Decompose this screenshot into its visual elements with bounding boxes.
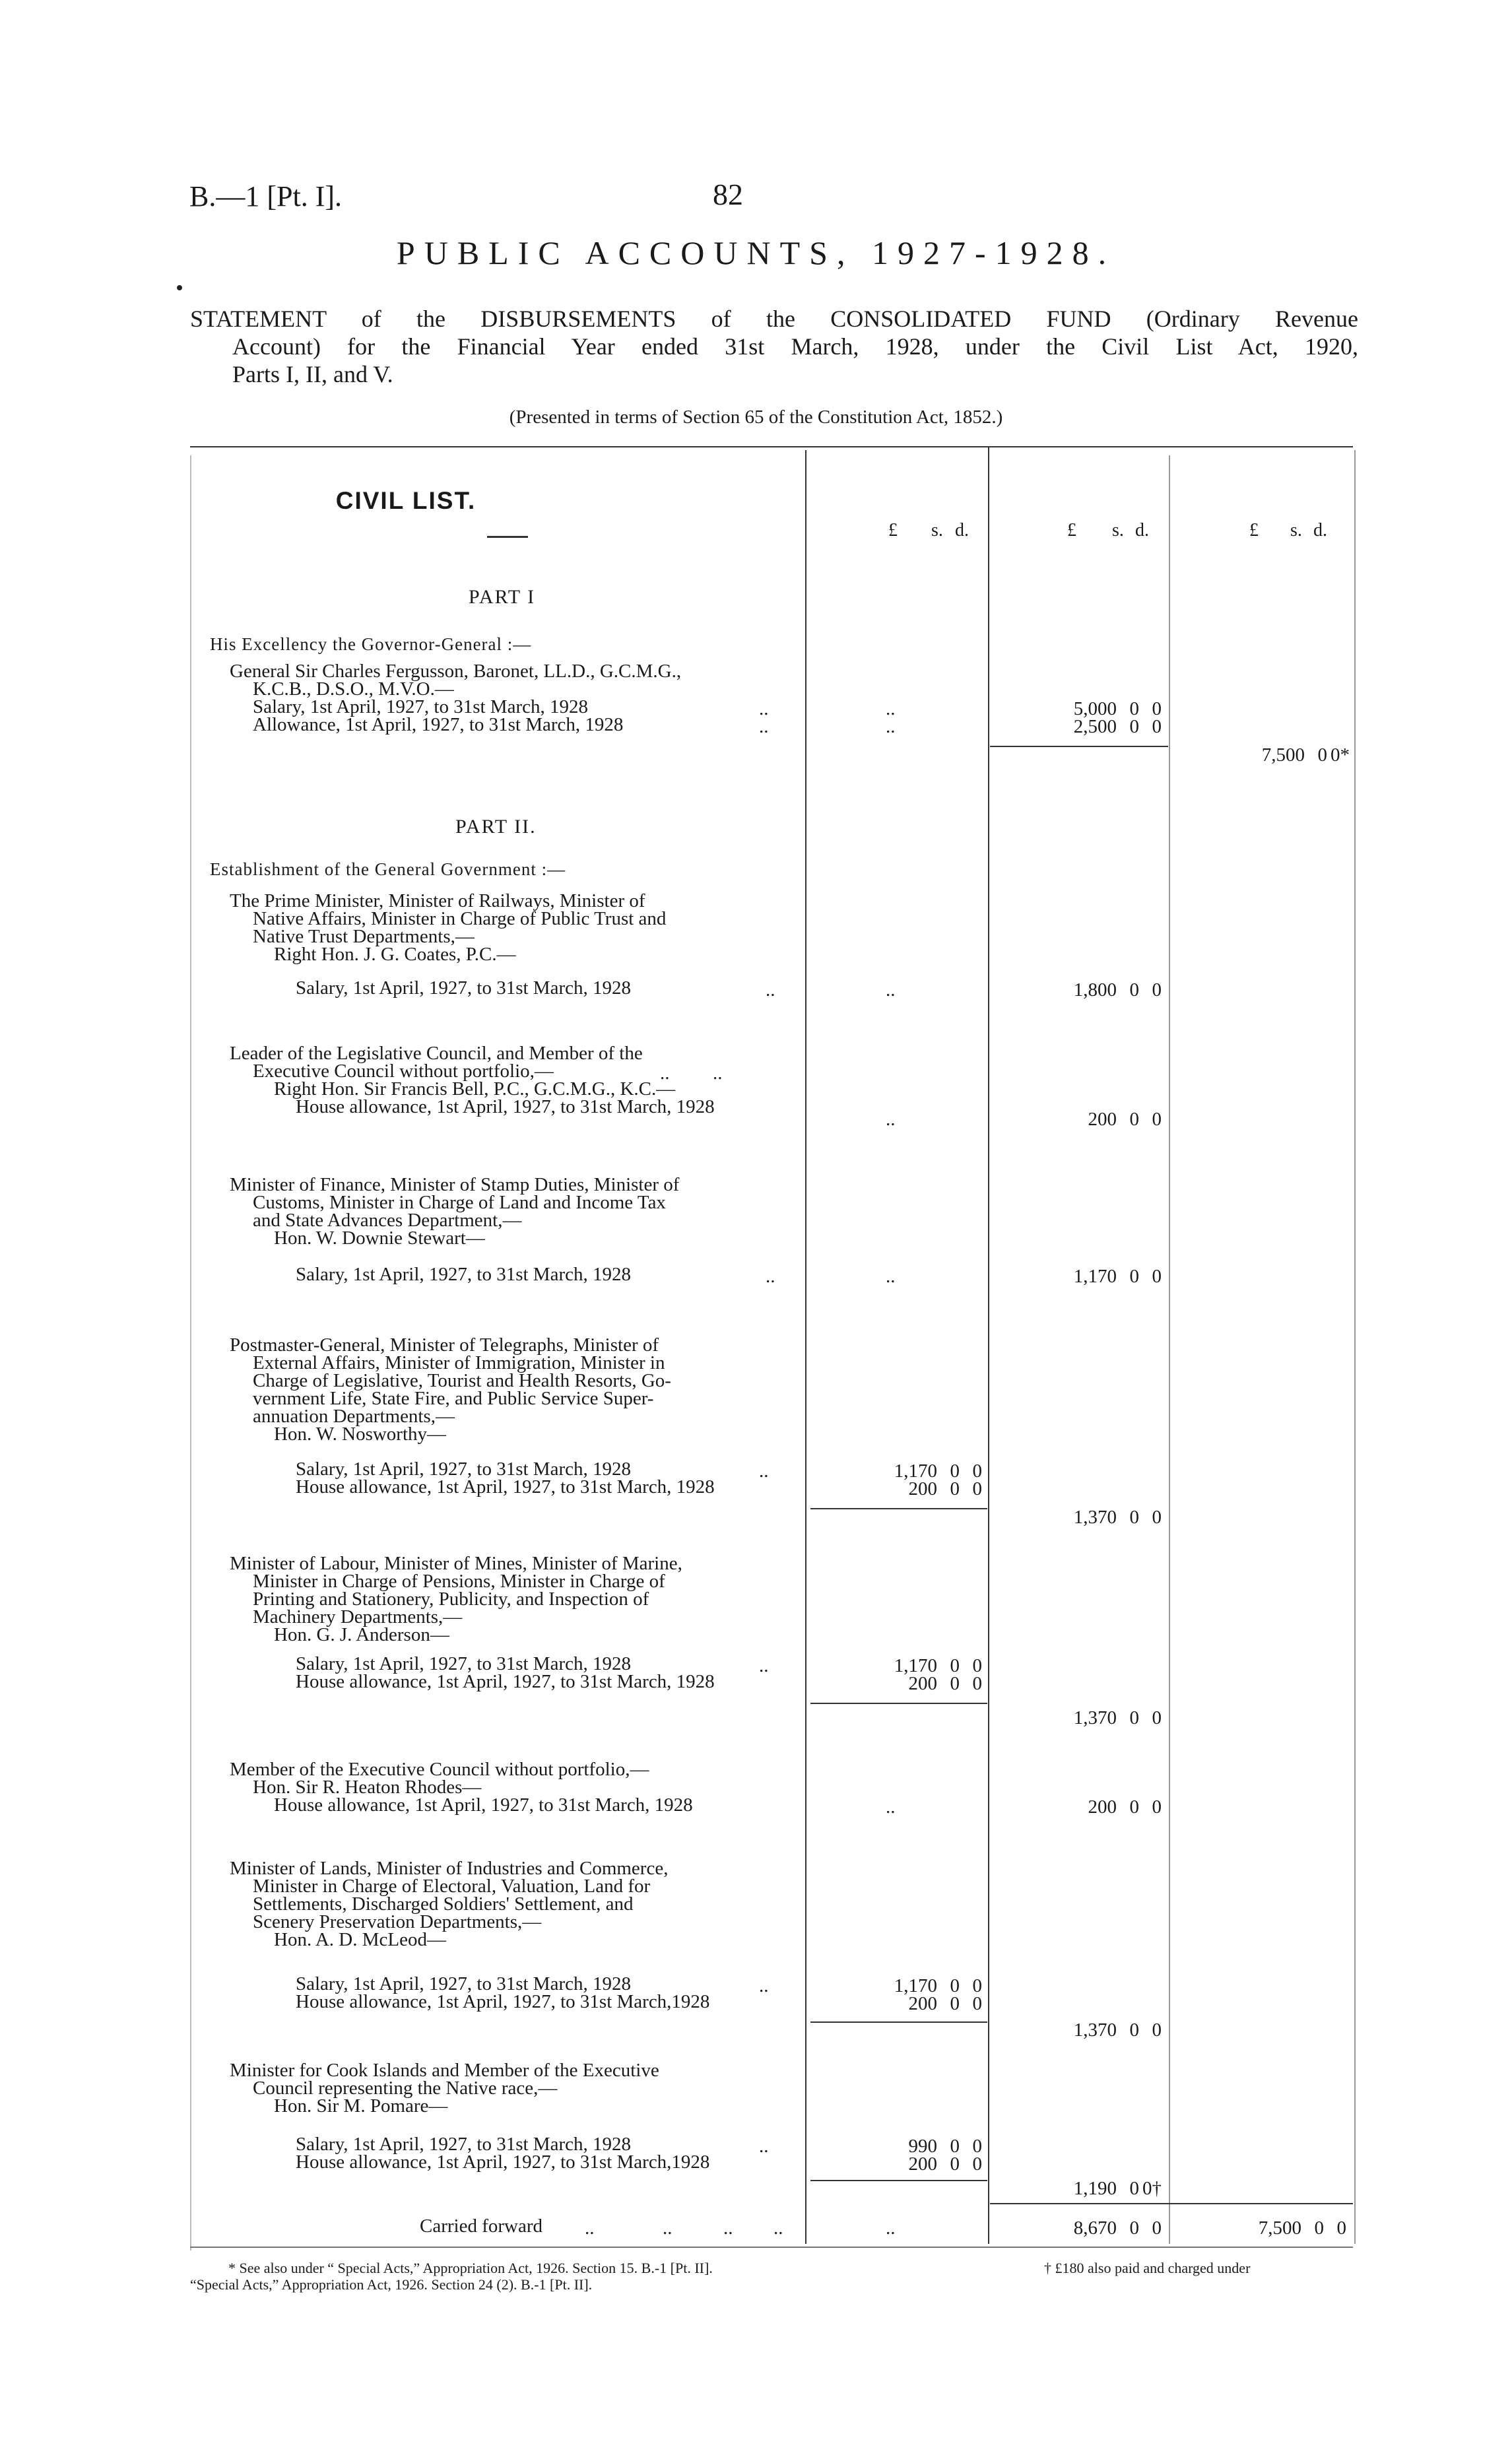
entry-line: House allowance, 1st April, 1927, to 31st March, 1928 (296, 1671, 715, 1692)
leader-dots: .. (723, 2217, 733, 2239)
amount-total: 1,370 0 0 (1073, 2020, 1162, 2041)
entry-line: Hon. W. Nosworthy— (274, 1424, 447, 1445)
leader-dots: .. (759, 1655, 769, 1676)
leader-dots: .. (660, 1063, 670, 1084)
entry-line: Salary, 1st April, 1927, to 31st March, 1928 (296, 1653, 631, 1674)
subtotal-rule (990, 746, 1168, 747)
leader-dots: .. (766, 979, 775, 1001)
carried-forward-top-rule (990, 2203, 1353, 2204)
amount-house-allowance: 200 0 0 (908, 1478, 982, 1499)
entry-line: Settlements, Discharged Soldiers' Settlement, and (253, 1893, 634, 1915)
col2-shillings-heading: s. (1112, 520, 1124, 541)
col1-pound-heading: £ (888, 520, 898, 541)
entry-line: Salary, 1st April, 1927, to 31st March, 1928 (296, 977, 631, 999)
entry-line: Machinery Departments,— (253, 1606, 463, 1627)
entry-line: annuation Departments,— (253, 1406, 455, 1427)
entry-line: House allowance, 1st April, 1927, to 31st March, 1928 (296, 1096, 715, 1117)
part-2-label: PART II. (455, 816, 537, 837)
carried-forward-col2: 8,670 0 0 (1073, 2217, 1162, 2239)
leader-dots: .. (759, 716, 769, 737)
leader-dots: .. (886, 716, 896, 737)
total-part-1: 7,500 0 0* (1261, 744, 1350, 766)
amount-salary: 990 0 0 (908, 2136, 982, 2157)
footnote-dagger: † £180 also paid and charged under (1044, 2260, 1251, 2276)
heading-dash (487, 536, 528, 538)
entry-line: Allowance, 1st April, 1927, to 31st March, 1928 (253, 714, 624, 735)
part-1-label: PART I (469, 586, 536, 608)
col3-shillings-heading: s. (1290, 520, 1302, 541)
leader-dots: .. (886, 1109, 896, 1130)
entry-line: Salary, 1st April, 1927, to 31st March, 1928 (253, 696, 588, 717)
leader-dots: .. (886, 1266, 896, 1287)
entry-line: Minister for Cook Islands and Member of the Executive (230, 2060, 659, 2081)
entry-line: Hon. Sir R. Heaton Rhodes— (253, 1777, 482, 1798)
amount-total: 1,800 0 0 (1073, 979, 1162, 1001)
part-1-section: His Excellency the Governor-General :— (210, 634, 532, 654)
entry-line: Member of the Executive Council without portfolio,— (230, 1759, 649, 1780)
document-reference: B.—1 [Pt. I]. (189, 180, 342, 213)
subtotal-rule (810, 2180, 987, 2181)
leader-dots: .. (759, 1975, 769, 1996)
leader-dots: .. (663, 2217, 673, 2239)
col2-pound-heading: £ (1067, 520, 1076, 541)
table-bottom-rule (190, 2247, 1353, 2248)
entry-line: Salary, 1st April, 1927, to 31st March, 1928 (296, 1459, 631, 1480)
col2-pence-heading: d. (1135, 520, 1149, 541)
entry-line: Minister in Charge of Electoral, Valuation, Land for (253, 1876, 651, 1897)
entry-line: Scenery Preservation Departments,— (253, 1911, 542, 1932)
bullet-mark (177, 285, 182, 290)
column-divider (988, 446, 989, 2244)
entry-line: Right Hon. J. G. Coates, P.C.— (274, 944, 516, 965)
leader-dots: .. (759, 698, 769, 719)
leader-dots: .. (766, 1266, 775, 1287)
statement-intro (190, 305, 1358, 388)
col3-pound-heading: £ (1249, 520, 1259, 541)
col1-pence-heading: d. (955, 520, 969, 541)
entry-line: Minister in Charge of Pensions, Minister in Charge of (253, 1571, 665, 1592)
entry-line: Hon. Sir M. Pomare— (274, 2095, 448, 2117)
amount-salary-gg: 5,000 0 0 (1073, 698, 1162, 719)
entry-line: House allowance, 1st April, 1927, to 31st March,1928 (296, 2151, 710, 2173)
intro-line: STATEMENT of the DISBURSEMENTS of the CONSOLIDATED FUND (Ordinary Revenue (190, 306, 1358, 332)
entry-line: Printing and Stationery, Publicity, and Inspection of (253, 1589, 649, 1610)
col1-shillings-heading: s. (931, 520, 943, 541)
amount-total: 1,190 0 0† (1073, 2178, 1162, 2199)
entry-line: House allowance, 1st April, 1927, to 31st March,1928 (296, 1991, 710, 2012)
amount-salary: 1,170 0 0 (894, 1975, 982, 1996)
subtotal-rule (810, 2021, 987, 2023)
entry-line: Minister of Lands, Minister of Industries and Commerce, (230, 1858, 669, 1879)
footnote-star-continued: “Special Acts,” Appropriation Act, 1926. Section 24 (2). B.-1 [Pt. II]. (190, 2276, 593, 2293)
table-top-rule (190, 446, 1353, 447)
entry-line: Customs, Minister in Charge of Land and Income Tax (253, 1192, 666, 1213)
entry-line: Minister of Finance, Minister of Stamp Duties, Minister of (230, 1174, 680, 1195)
amount-house-allowance: 200 0 0 (908, 2153, 982, 2175)
entry-line: House allowance, 1st April, 1927, to 31st March, 1928 (274, 1794, 693, 1816)
entry-line: House allowance, 1st April, 1927, to 31st March, 1928 (296, 1476, 715, 1497)
amount-allowance-gg: 2,500 0 0 (1073, 716, 1162, 737)
intro-line: Account) for the Financial Year ended 31st March, 1928, under the Civil List Act, 1920, (232, 333, 1358, 360)
subtotal-rule (810, 1703, 987, 1704)
leader-dots: .. (886, 1796, 896, 1818)
entry-line: Native Affairs, Minister in Charge of Public Trust and (253, 908, 667, 929)
page-number: 82 (713, 178, 743, 211)
amount-salary: 1,170 0 0 (894, 1655, 982, 1676)
column-divider (1169, 455, 1170, 2244)
presented-note: (Presented in terms of Section 65 of the Constitution Act, 1852.) (509, 407, 1003, 428)
entry-line: Salary, 1st April, 1927, to 31st March, 1928 (296, 1973, 631, 1994)
footnote-star: * See also under “ Special Acts,” Appropriation Act, 1926. Section 15. B.-1 [Pt. II]. (228, 2260, 713, 2276)
col3-pence-heading: d. (1313, 520, 1327, 541)
subtotal-rule (810, 1508, 987, 1509)
column-divider (1354, 450, 1356, 2244)
leader-dots: .. (713, 1063, 723, 1084)
entry-line: Right Hon. Sir Francis Bell, P.C., G.C.M.G., K.C.— (274, 1078, 676, 1100)
amount-total: 200 0 0 (1088, 1109, 1162, 1130)
leader-dots: .. (886, 2217, 896, 2239)
page-title: PUBLIC ACCOUNTS, 1927-1928. (396, 234, 1116, 271)
entry-line: Minister of Labour, Minister of Mines, Minister of Marine, (230, 1553, 682, 1574)
amount-house-allowance: 200 0 0 (908, 1993, 982, 2014)
entry-line: Council representing the Native race,— (253, 2078, 558, 2099)
entry-line: Hon. A. D. McLeod— (274, 1929, 446, 1950)
entry-line: Executive Council without portfolio,— (253, 1061, 554, 1082)
column-divider (805, 450, 806, 2244)
entry-line: Native Trust Departments,— (253, 926, 475, 947)
entry-line: Leader of the Legislative Council, and Member of the (230, 1043, 643, 1064)
entry-line: K.C.B., D.S.O., M.V.O.— (253, 678, 454, 700)
entry-line: Hon. G. J. Anderson— (274, 1624, 449, 1645)
entry-line: Salary, 1st April, 1927, to 31st March, 1928 (296, 2134, 631, 2155)
entry-line: Salary, 1st April, 1927, to 31st March, 1928 (296, 1264, 631, 1285)
leader-dots: .. (773, 2217, 783, 2239)
amount-salary: 1,170 0 0 (894, 1461, 982, 1482)
leader-dots: .. (759, 1461, 769, 1482)
amount-total: 1,370 0 0 (1073, 1707, 1162, 1728)
entry-line: Charge of Legislative, Tourist and Health Resorts, Go- (253, 1370, 671, 1391)
carried-forward-label: Carried forward (420, 2216, 542, 2237)
amount-total: 1,170 0 0 (1073, 1266, 1162, 1287)
entry-line: The Prime Minister, Minister of Railways, Minister of (230, 890, 645, 911)
entry-line: Hon. W. Downie Stewart— (274, 1228, 485, 1249)
part-2-section: Establishment of the General Government :— (210, 859, 566, 879)
amount-house-allowance: 200 0 0 (908, 1673, 982, 1694)
leader-dots: .. (886, 698, 896, 719)
entry-line: External Affairs, Minister of Immigration, Minister in (253, 1352, 665, 1373)
leader-dots: .. (886, 979, 896, 1001)
leader-dots: .. (585, 2217, 595, 2239)
entry-line: vernment Life, State Fire, and Public Service Super- (253, 1388, 654, 1409)
carried-forward-col3: 7,500 0 0 (1258, 2217, 1346, 2239)
table-left-edge (190, 455, 191, 2250)
entry-line: and State Advances Department,— (253, 1210, 522, 1231)
leader-dots: .. (759, 2136, 769, 2157)
civil-list-heading: CIVIL LIST. (335, 487, 477, 514)
amount-total: 200 0 0 (1088, 1796, 1162, 1818)
intro-line: Parts I, II, and V. (232, 361, 393, 387)
amount-total: 1,370 0 0 (1073, 1507, 1162, 1528)
entry-line: General Sir Charles Fergusson, Baronet, LL.D., G.C.M.G., (230, 661, 682, 682)
entry-line: Postmaster-General, Minister of Telegraphs, Minister of (230, 1334, 659, 1356)
